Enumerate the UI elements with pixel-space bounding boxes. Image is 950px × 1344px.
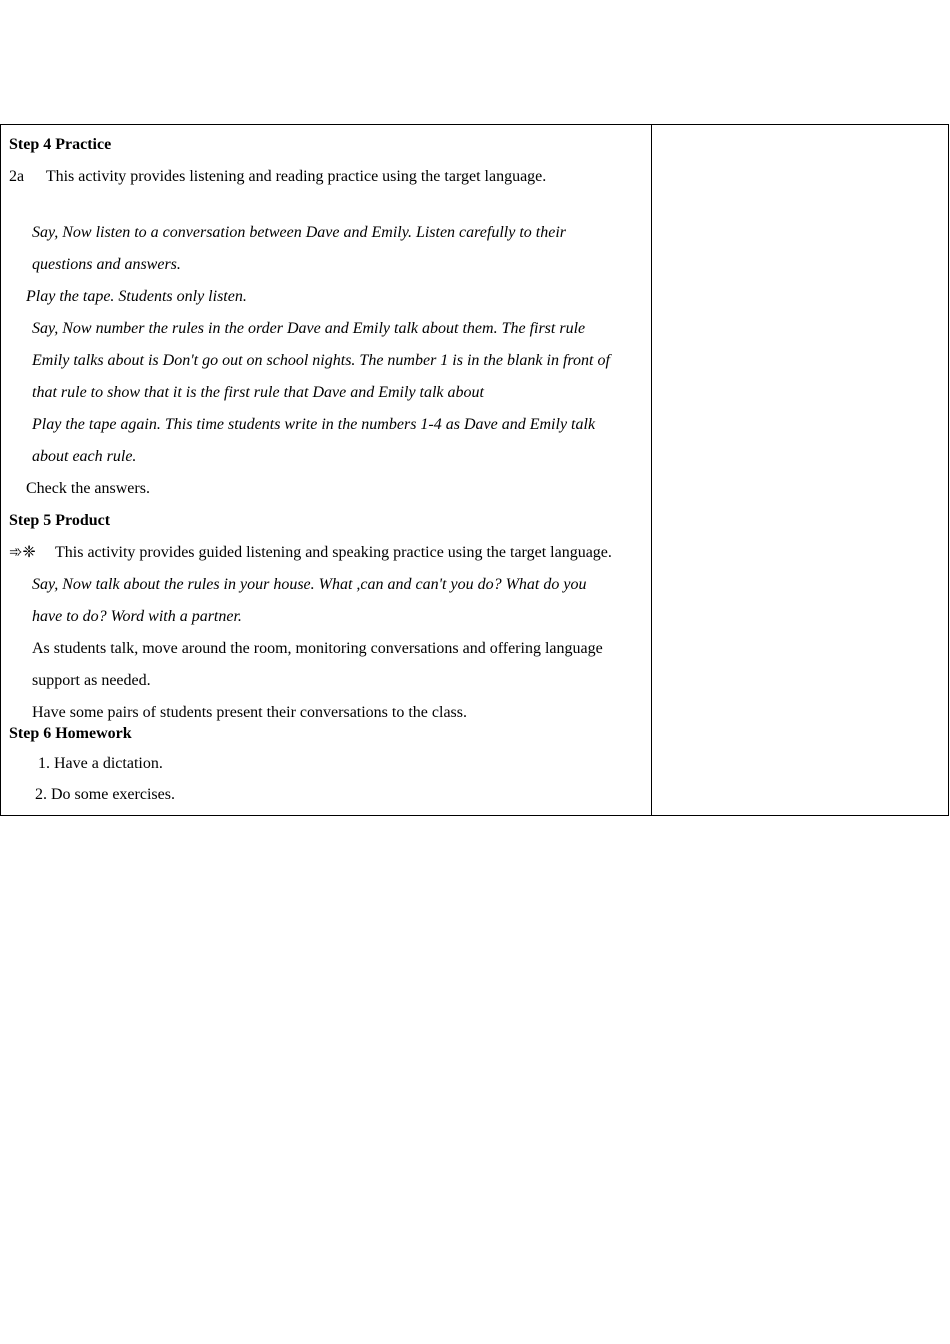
- step5-say-line1: Say, Now talk about the rules in your house. What ,can and can't you do? What do you: [32, 576, 587, 593]
- step4-check: Check the answers.: [26, 480, 150, 497]
- step5-say-line2: have to do? Word with a partner.: [32, 608, 242, 625]
- activity-label-2a: 2a: [9, 168, 25, 185]
- bullet-icon: ➾❈: [9, 544, 36, 561]
- lesson-content-cell: [1, 125, 652, 815]
- step4-say2-line1: Say, Now number the rules in the order Dave and Emily talk about them. The first rule: [32, 320, 586, 337]
- step4-intro-text: This activity provides listening and reading practice using the target language.: [45, 168, 547, 185]
- step4-heading: Step 4 Practice: [9, 136, 112, 153]
- homework-item-2: 2. Do some exercises.: [35, 786, 175, 803]
- step4-say1-line1: Say, Now listen to a conversation between Dave and Emily. Listen carefully to their: [32, 224, 566, 241]
- step4-say1-line2: questions and answers.: [32, 256, 181, 273]
- step4-say2-line2: Emily talks about is Don't go out on school nights. The number 1 is in the blank in front of: [32, 352, 610, 369]
- step4-play1: Play the tape. Students only listen.: [26, 288, 247, 305]
- notes-cell: [652, 125, 948, 815]
- step5-monitor-line2: support as needed.: [32, 672, 151, 689]
- step4-intro-line: [9, 167, 546, 187]
- homework-item-1: 1. Have a dictation.: [38, 755, 163, 772]
- step5-intro-line: [9, 543, 612, 563]
- step6-heading: Step 6 Homework: [9, 725, 132, 742]
- step5-heading: Step 5 Product: [9, 512, 111, 529]
- step5-monitor-line1: As students talk, move around the room, monitoring conversations and offering language: [32, 640, 603, 657]
- step5-intro-text: This activity provides guided listening and speaking practice using the target language.: [55, 544, 612, 561]
- step4-say2-line3: that rule to show that it is the first rule that Dave and Emily talk about: [32, 384, 484, 401]
- lesson-plan-table: [0, 124, 949, 816]
- step5-present: Have some pairs of students present their conversations to the class.: [32, 704, 467, 721]
- step4-play2-line1: Play the tape again. This time students write in the numbers 1-4 as Dave and Emily talk: [32, 416, 596, 433]
- step4-play2-line2: about each rule.: [32, 448, 137, 465]
